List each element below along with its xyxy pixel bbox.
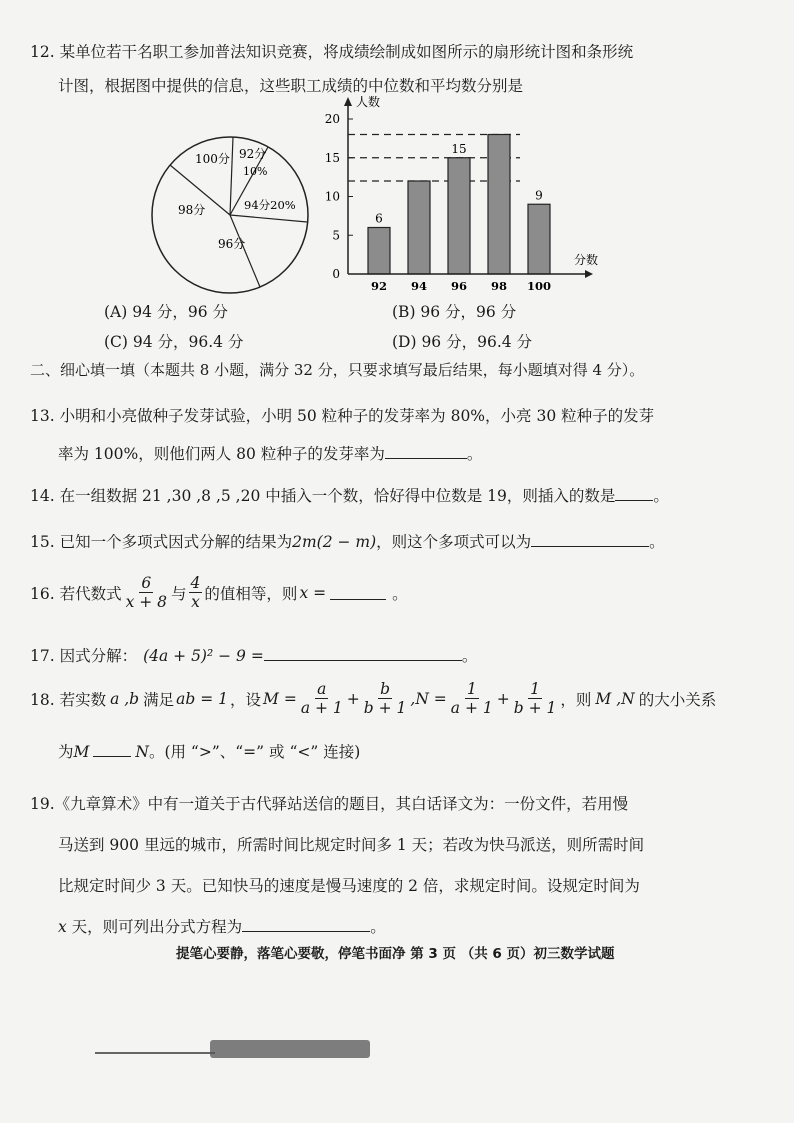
q18-cond: 满足	[143, 690, 175, 709]
q12-option-d: (D) 96 分，96.4 分	[392, 333, 533, 351]
q14	[30, 484, 669, 506]
q18-N: ,N =	[410, 689, 447, 708]
x-tick-label: 100	[526, 279, 552, 292]
q16-var: x =	[299, 583, 327, 602]
q18-set: ，设	[230, 690, 262, 709]
q15-pre: 15. 已知一个多项式因式分解的结果为	[30, 533, 293, 551]
q16-answer-blank[interactable]	[330, 585, 386, 600]
q18-line2	[58, 740, 360, 762]
q12-line2: 计图，根据图中提供的信息，这些职工成绩的中位数和平均数分别是	[58, 77, 524, 95]
q18-m2-num: b	[380, 680, 391, 698]
q18-m-frac-1	[299, 680, 345, 717]
pie-label-100: 100分	[195, 152, 230, 166]
q18-n-frac-1	[449, 680, 495, 717]
q18-post: ，则	[560, 690, 592, 709]
pie-label-94: 94分20%	[244, 198, 296, 212]
q13-line2-text: 率为 100%，则他们两人 80 粒种子的发芽率为	[58, 445, 385, 463]
q18-n2-num: 1	[530, 680, 540, 698]
q15	[30, 530, 665, 552]
q17-pre: 17. 因式分解：	[30, 647, 138, 665]
bar-chart	[320, 92, 620, 292]
bar	[368, 228, 390, 275]
bar-data-label: 6	[375, 211, 383, 226]
q16-mid: 与	[171, 584, 187, 603]
q14-answer-blank[interactable]	[615, 486, 653, 501]
x-axis-label: 分数	[574, 253, 599, 267]
pie-divider-4	[230, 215, 260, 287]
q13-line2	[58, 442, 482, 464]
q19-answer-blank[interactable]	[242, 917, 370, 932]
q12-option-c: (C) 94 分，96.4 分	[104, 333, 244, 351]
x-tick-label: 92	[370, 279, 388, 292]
q18-n1-den: a + 1	[450, 699, 493, 717]
q18-m1-den: a + 1	[300, 699, 343, 717]
y-axis-arrow	[344, 97, 352, 106]
q18-line2-N: N	[135, 743, 149, 761]
y-tick-label: 5	[332, 228, 340, 243]
y-tick-label: 10	[324, 189, 340, 204]
q16-fraction-2	[189, 574, 203, 611]
q13-line1: 13. 小明和小亮做种子发芽试验，小明 50 粒种子的发芽率为 80%，小亮 30 粒种子的发芽	[30, 407, 655, 425]
q18-ab: ab = 1	[176, 689, 228, 708]
bar	[408, 181, 430, 274]
pie-label-10pct: 10%	[243, 165, 268, 178]
q18-line2-post: 。(用 “>”、“=” 或 “<” 连接)	[148, 743, 361, 761]
bar	[448, 158, 470, 274]
page-footer: 提笔心要静，落笔心要敬，停笔书面净 第 3 页 （共 6 页）初三数学试题	[176, 946, 615, 962]
q12-line1: 12. 某单位若干名职工参加普法知识竞赛，将成绩绘制成如图所示的扇形统计图和条形统	[30, 43, 634, 61]
bar	[488, 135, 510, 275]
pie-divider-3	[230, 215, 307, 222]
pie-label-98: 98分	[178, 203, 206, 217]
q18-n1-num: 1	[466, 680, 477, 698]
y-axis-label: 人数	[356, 95, 381, 109]
q14-end: 。	[653, 487, 669, 505]
q18-m1-num: a	[317, 680, 327, 698]
q18-n-frac-2	[512, 680, 559, 717]
q16-fraction-1	[124, 574, 169, 611]
q18-n2-den: b + 1	[513, 699, 557, 717]
pie-divider-1	[230, 137, 233, 215]
q18-m2-den: b + 1	[363, 699, 407, 717]
q18-tail: 的大小关系	[638, 690, 717, 709]
q13-answer-blank[interactable]	[385, 444, 467, 459]
q19-line4	[58, 915, 386, 937]
q19-end: 。	[370, 918, 386, 936]
q18-vars: a ,b	[110, 689, 140, 708]
q15-expr: 2m(2 − m)	[292, 533, 377, 551]
q16-f1-den: x + 8	[125, 593, 168, 611]
y-tick-label: 20	[324, 112, 340, 126]
q13-end: 。	[466, 445, 483, 463]
y-tick-label: 15	[324, 150, 340, 165]
x-tick-label: 98	[490, 279, 508, 292]
q19-line4-text: 天，则可列出分式方程为	[66, 918, 243, 936]
scan-artifact-blot	[210, 1040, 370, 1058]
q17	[30, 644, 477, 666]
q17-end: 。	[461, 647, 478, 665]
pie-label-96: 96分	[218, 237, 246, 251]
q15-answer-blank[interactable]	[531, 532, 649, 547]
q18-m-frac-2	[362, 680, 409, 717]
x-tick-label: 96	[450, 279, 468, 292]
q19-line3: 比规定时间少 3 天。已知快马的速度是慢马速度的 2 倍，求规定时间。设规定时间为	[58, 877, 640, 895]
q15-end: 。	[649, 533, 665, 551]
q19-line2: 马送到 900 里远的城市，所需时间比规定时间多 1 天；若改为快马派送，则所需时间	[58, 836, 645, 854]
q19-line1: 19.《九章算术》中有一道关于古代驿站送信的题目，其白话译文为：一份文件，若用慢	[30, 795, 629, 813]
q15-post: ，则这个多项式可以为	[376, 533, 532, 551]
q18-answer-blank[interactable]	[93, 742, 131, 757]
q12-option-b: (B) 96 分，96 分	[392, 303, 517, 321]
q16-post: 的值相等，则	[204, 584, 298, 603]
q16-f2-den: x	[191, 593, 200, 611]
x-axis-arrow	[585, 270, 593, 278]
q16-f2-num: 4	[190, 574, 201, 592]
section2-heading: 二、细心填一填（本题共 8 小题，满分 32 分，只要求填写最后结果，每小题填对得 4 分）。	[30, 361, 645, 379]
y-tick-label: 0	[332, 267, 340, 281]
q18-rel: M ,N	[595, 689, 635, 708]
q18-line1: 18. 若实数 a ,b 满足 ab = 1 ，设 M = $\frac{a}{a + 1}$ + $\frac{b}{b + 1}$ ,N = $\frac{1}{a + 1}$ + $\frac{1}{b + 1}$ ，则 M ,N 的大小关系	[30, 680, 717, 717]
q17-expr: (4a + 5)² − 9 =	[143, 647, 264, 665]
q16-pre: 16. 若代数式	[30, 584, 122, 603]
q12-option-a: (A) 94 分，96 分	[104, 303, 229, 321]
scan-artifact-line	[95, 1052, 215, 1054]
q16-f1-num: 6	[141, 574, 152, 592]
bar-data-label: 15	[451, 141, 467, 156]
pie-label-92: 92分	[239, 147, 267, 161]
q16-end: 。	[392, 584, 408, 603]
x-tick-label: 94	[410, 279, 428, 292]
q18-M: M =	[263, 689, 297, 708]
bar	[528, 204, 550, 274]
q18-line2-pre: 为	[58, 743, 74, 761]
q16	[30, 574, 408, 611]
pie-chart	[140, 130, 320, 300]
q17-answer-blank[interactable]	[264, 646, 462, 661]
bar-data-label: 9	[535, 188, 543, 203]
q14-text: 14. 在一组数据 21 ,30 ,8 ,5 ,20 中插入一个数，恰好得中位数是 19，则插入的数是	[30, 487, 616, 505]
q18-line2-M: M	[73, 743, 90, 761]
q18-pre: 18. 若实数	[30, 690, 107, 709]
q19-var: x	[58, 918, 67, 936]
